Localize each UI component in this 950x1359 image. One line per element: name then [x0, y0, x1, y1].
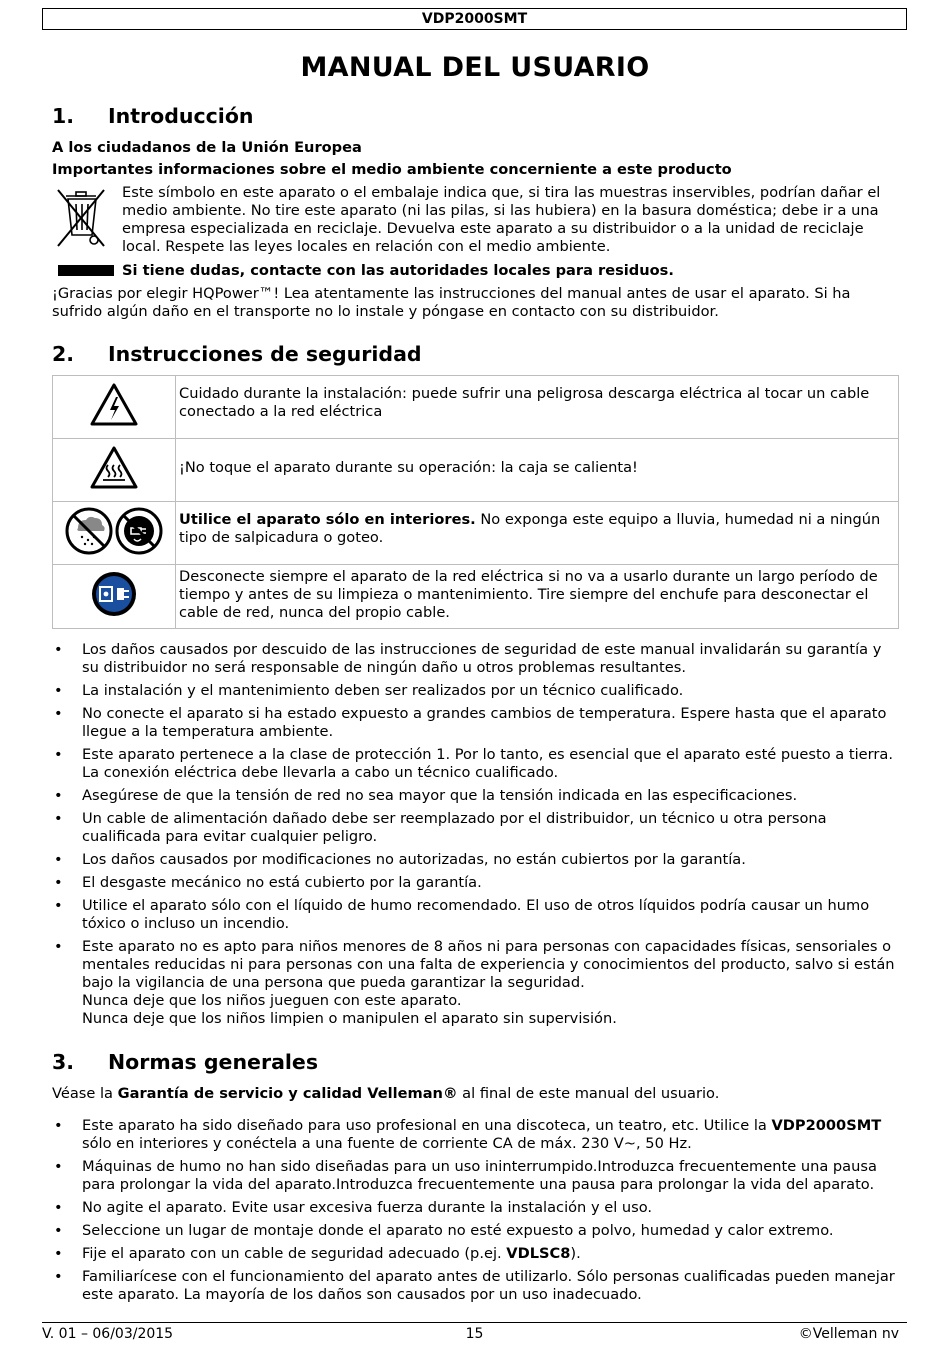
black-bar	[58, 265, 114, 276]
safety-row	[53, 439, 899, 502]
unplug-icon	[89, 569, 139, 619]
model-name: VDP2000SMT	[771, 1117, 882, 1134]
header-model: VDP2000SMT	[42, 8, 907, 30]
list-item: • La instalación y el mantenimiento deben ser realizados por un técnico cualificado.	[52, 682, 902, 700]
section-title: Normas generales	[108, 1050, 319, 1074]
list-item: • Utilice el aparato sólo con el líquido de humo recomendado. El uso de otros líquidos podría causar un humo tóxico o incluso un incendio.	[52, 897, 902, 933]
list-item: • No conecte el aparato si ha estado expuesto a grandes cambios de temperatura. Espere hasta que el aparato llegue a la temperatura ambiente.	[52, 705, 902, 741]
list-item: • Familiarícese con el funcionamiento del aparato antes de utilizarlo. Sólo personas cualificadas pueden manejar este aparato. La mayoría de los daños son causados por un uso inadecuado.	[52, 1268, 902, 1304]
list-item: • Este aparato pertenece a la clase de protección 1. Por lo tanto, es esencial que el aparato esté puesto a tierra. La conexión eléctrica debe llevarla a cabo un técnico cualificado.	[52, 746, 902, 782]
general-bullet-list	[52, 1117, 902, 1309]
copyright: ©Velleman nv	[798, 1326, 899, 1342]
list-text: sólo en interiores y conéctela a una fuente de corriente CA de máx. 230 V~, 50 Hz.	[82, 1135, 692, 1152]
cable-model: VDLSC8	[506, 1245, 571, 1262]
section-1-heading	[52, 104, 254, 128]
safety-row	[53, 565, 899, 629]
list-item	[52, 938, 902, 1028]
safety-text: ¡No toque el aparato durante su operación: la caja se calienta!	[179, 459, 638, 476]
list-item	[52, 1117, 902, 1153]
section-2-heading	[52, 342, 422, 366]
safety-text: No exponga este equipo a lluvia, humedad ni a ningún tipo de salpicadura o goteo.	[179, 511, 881, 546]
section-3-heading	[52, 1050, 318, 1074]
list-item: • Los daños causados por modificaciones no autorizadas, no están cubiertos por la garantía.	[52, 851, 902, 869]
children-warning: Este aparato no es apto para niños menores de 8 años ni para personas con capacidades físicas, sensoriales o mentales reducidas ni para personas con una falta de experiencia y conocimientos del producto, salvo si están bajo la vigilancia de una persona que pueda garantizar la seguridad.	[82, 938, 895, 991]
contact-note: Si tiene dudas, contacte con las autoridades locales para residuos.	[122, 262, 674, 279]
safety-text: Desconecte siempre el aparato de la red eléctrica si no va a usarlo durante un largo período de tiempo y antes de su limpieza o mantenimiento. Tire siempre del enchufe para desconectar el cable de red, nunca del propio cable.	[179, 568, 878, 621]
version-date: V. 01 – 06/03/2015	[42, 1326, 174, 1342]
warranty-intro	[52, 1085, 902, 1103]
page-number: 15	[465, 1326, 484, 1342]
safety-icon-cell	[53, 565, 176, 629]
safety-bullet-list	[52, 641, 902, 1033]
warranty-name: Garantía de servicio y calidad Velleman®	[117, 1085, 458, 1102]
list-text: Fije el aparato con un cable de seguridad adecuado (p.ej.	[82, 1245, 507, 1262]
safety-icon-cell	[53, 439, 176, 502]
section-number: 2.	[52, 342, 75, 366]
list-item: • El desgaste mecánico no está cubierto por la garantía.	[52, 874, 902, 892]
list-item: • Máquinas de humo no han sido diseñadas para un uso ininterrumpido.Introduzca frecuentemente una pausa para prolongar la vida del aparato.Introduzca frecuentemente una pausa para prolongar la vida del aparato.	[52, 1158, 902, 1194]
weee-text: Este símbolo en este aparato o el embalaje indica que, si tira las muestras inservibles, podrían dañar el medio ambiente. No tire este aparato (ni las pilas, si las hubiera) en la basura doméstica; debe ir a una empresa especializada en reciclaje. Devuelva este aparato a su distribuidor o a la unidad de reciclaje local. Respete las leyes locales en relación con el medio ambiente.	[122, 184, 881, 255]
safety-row	[53, 502, 899, 565]
electric-shock-warning-icon	[89, 382, 139, 428]
intro-text-end: al final de este manual del usuario.	[457, 1085, 720, 1102]
section-number: 1.	[52, 104, 75, 128]
section-number: 3.	[52, 1050, 75, 1074]
env-heading: Importantes informaciones sobre el medio ambiente concerniente a este producto	[52, 161, 732, 178]
crossed-bin-icon	[56, 188, 108, 250]
children-clean-warning: Nunca deje que los niños limpien o manipulen el aparato sin supervisión.	[82, 1010, 617, 1027]
safety-text-cell	[176, 376, 899, 439]
safety-row	[53, 376, 899, 439]
intro-text: Véase la	[52, 1085, 118, 1102]
list-text: ).	[570, 1245, 581, 1262]
list-item	[52, 1245, 902, 1263]
safety-table	[52, 375, 899, 629]
list-item: • Seleccione un lugar de montaje donde el aparato no esté expuesto a polvo, humedad y calor extremo.	[52, 1222, 902, 1240]
safety-icon-cell	[53, 502, 176, 565]
list-text: Este aparato ha sido diseñado para uso profesional en una discoteca, un teatro, etc. Utilice la	[82, 1117, 772, 1134]
safety-text-cell	[176, 439, 899, 502]
eu-heading: A los ciudadanos de la Unión Europea	[52, 139, 362, 156]
list-item: • No agite el aparato. Evite usar excesiva fuerza durante la instalación y el uso.	[52, 1199, 902, 1217]
page-footer	[42, 1322, 907, 1343]
section-title: Introducción	[108, 104, 254, 128]
no-rain-no-water-icon	[64, 506, 164, 556]
section-title: Instrucciones de seguridad	[108, 342, 422, 366]
safety-text-cell	[176, 565, 899, 629]
list-item: • Los daños causados por descuido de las instrucciones de seguridad de este manual invalidarán su garantía y su distribuidor no será responsable de ningún daño u otros problemas resultantes.	[52, 641, 902, 677]
safety-text-bold: Utilice el aparato sólo en interiores.	[179, 511, 476, 528]
page-title: MANUAL DEL USUARIO	[300, 52, 650, 83]
thanks-text: ¡Gracias por elegir HQPower™! Lea atentamente las instrucciones del manual antes de usar el aparato. Si ha sufrido algún daño en el transporte no lo instale y póngase en contacto con su distribuidor.	[52, 285, 851, 320]
hot-surface-warning-icon	[89, 445, 139, 491]
safety-text-cell	[176, 502, 899, 565]
safety-text: Cuidado durante la instalación: puede sufrir una peligrosa descarga eléctrica al tocar un cable conectado a la red eléctrica	[179, 385, 870, 420]
list-item: • Asegúrese de que la tensión de red no sea mayor que la tensión indicada en las especificaciones.	[52, 787, 902, 805]
list-item: • Un cable de alimentación dañado debe ser reemplazado por el distribuidor, un técnico u otra persona cualificada para evitar cualquier peligro.	[52, 810, 902, 846]
safety-icon-cell	[53, 376, 176, 439]
children-play-warning: Nunca deje que los niños jueguen con este aparato.	[82, 992, 462, 1009]
